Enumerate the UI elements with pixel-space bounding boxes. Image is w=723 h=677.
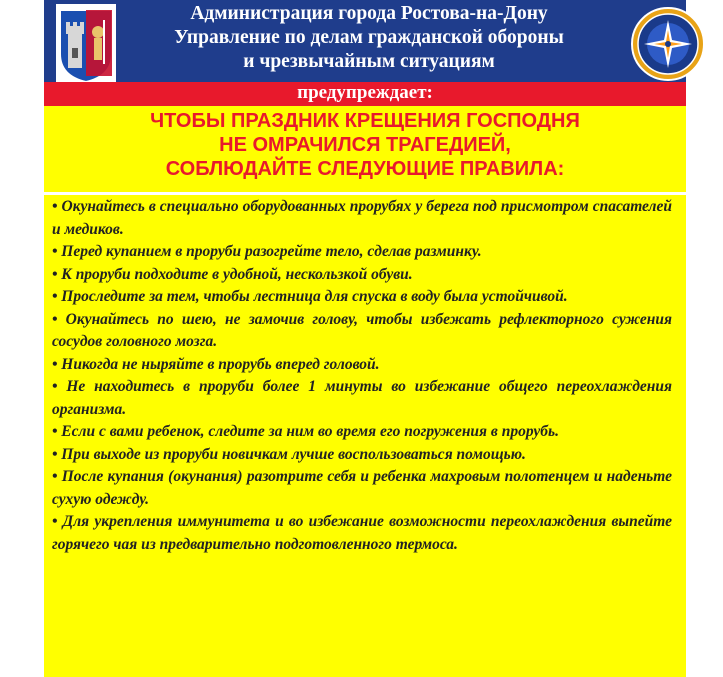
rule-item: • Никогда не ныряйте в прорубь вперед головой. — [52, 355, 380, 373]
header-banner — [44, 0, 686, 88]
rostov-coat-of-arms-icon — [56, 4, 116, 84]
civil-defense-emblem-icon — [630, 6, 706, 82]
header-line-3: и чрезвычайным ситуациям — [243, 51, 495, 72]
header-line-1: Администрация города Ростова-на-Дону — [190, 3, 548, 24]
rule-item: • При выходе из проруби новичкам лучше воспользоваться помощью. — [52, 445, 526, 463]
rule-item: • Не находитесь в проруби более 1 минуты во избежание общего переохлаждения организма. — [52, 378, 672, 418]
headline-line-2: НЕ ОМРАЧИЛСЯ ТРАГЕДИЕЙ, — [219, 134, 511, 156]
rule-item: • Окунайтесь в специально оборудованных прорубях у берега под присмотром спасателей и медиков. — [52, 198, 672, 238]
rule-item: • Перед купанием в проруби разогрейте тело, сделав разминку. — [52, 243, 482, 260]
warning-bar: предупреждает: — [44, 82, 686, 106]
rule-item: • К проруби подходите в удобной, нескользкой обуви. — [52, 265, 413, 283]
organization-name — [124, 2, 614, 74]
rule-item: • Окунайтесь по шею, не замочив голову, чтобы избежать рефлекторного сужения сосудов головного мозга. — [52, 310, 672, 350]
headline-line-1: ЧТОБЫ ПРАЗДНИК КРЕЩЕНИЯ ГОСПОДНЯ — [150, 110, 580, 132]
rule-item: • Если с вами ребенок, следите за ним во время его погружения в прорубь. — [52, 423, 559, 440]
rule-item: • После купания (окунания) разотрите себя и ребенка махровым полотенцем и наденьте сухую одежду. — [52, 468, 672, 508]
header-line-2: Управление по делам гражданской обороны — [174, 27, 564, 48]
rules-list — [44, 195, 686, 677]
headline-box — [44, 106, 686, 192]
rule-item: • Для укрепления иммунитета и во избежание возможности переохлаждения выпейте горячего чая из предварительно подготовленного термоса. — [52, 513, 672, 553]
headline-line-3: СОБЛЮДАЙТЕ СЛЕДУЮЩИЕ ПРАВИЛА: — [165, 158, 565, 180]
rule-item: • Проследите за тем, чтобы лестница для спуска в воду была устойчивой. — [52, 288, 568, 305]
